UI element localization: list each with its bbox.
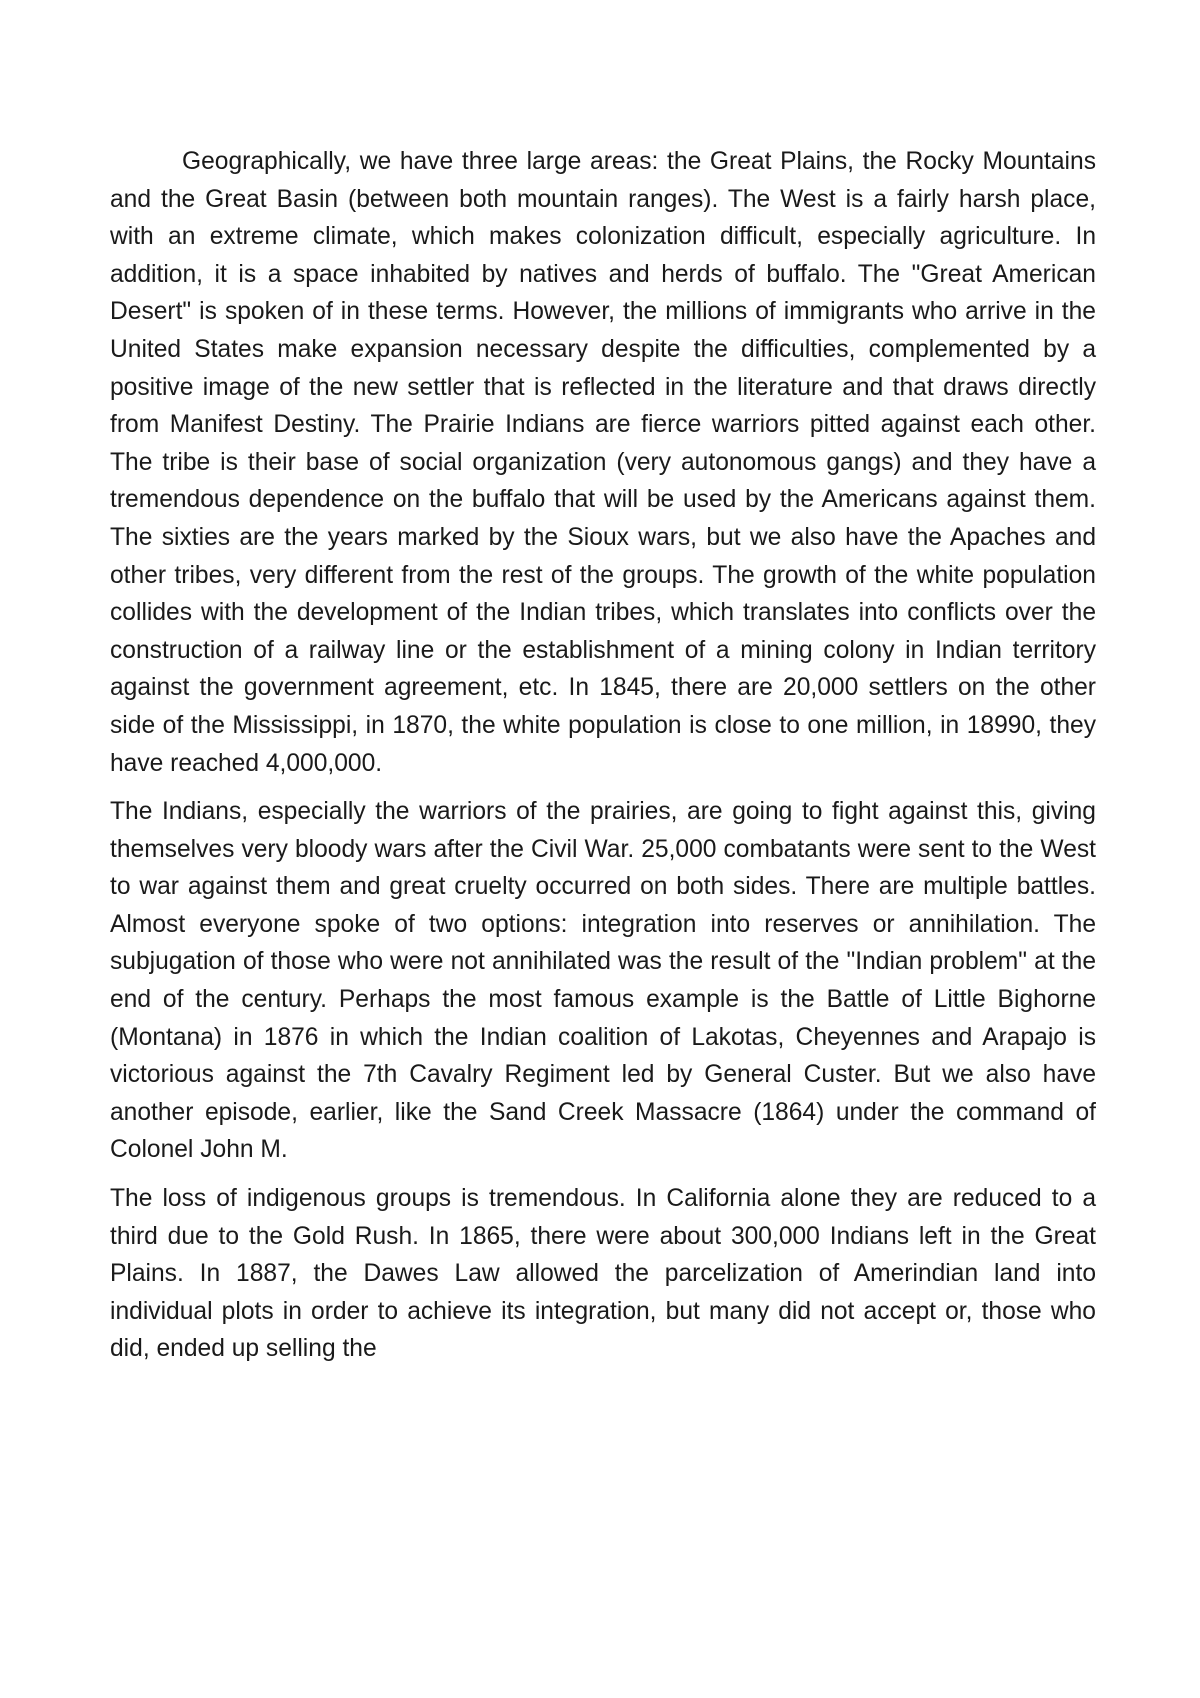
paragraph-geography: Geographically, we have three large areas: the Great Plains, the Rocky Mountains and the Great Basin (between both mountain ranges). The West is a fairly harsh place, with an extreme climate, which makes colonization difficult, especially agriculture. In addition, it is a space inhabited by natives and herds of buffalo. The "Great American Desert" is spoken of in these terms. However, the millions of immigrants who arrive in the United States make expansion necessary despite the difficulties, complemented by a positive image of the new settler that is reflected in the literature and that draws directly from Manifest Destiny. The Prairie Indians are fierce warriors pitted against each other. The tribe is their base of social organization (very autonomous gangs) and they have a tremendous dependence on the buffalo that will be used by the Americans against them. The sixties are the years marked by the Sioux wars, but we also have the Apaches and other tribes, very different from the rest of the groups. The growth of the white population collides with the development of the Indian tribes, which translates into conflicts over the construction of a railway line or the establishment of a mining colony in Indian territory against the government agreement, etc. In 1845, there are 20,000 settlers on the other side of the Mississippi, in 1870, the white population is close to one million, in 18990, they have reached 4,000,000. [110,148,1096,777]
body-text [110,143,1096,1368]
paragraph-indian-wars: The Indians, especially the warriors of the prairies, are going to fight against this, giving themselves very bloody wars after the Civil War. 25,000 combatants were sent to the West to war against them and great cruelty occurred on both sides. There are multiple battles. Almost everyone spoke of two options: integration into reserves or annihilation. The subjugation of those who were not annihilated was the result of the "Indian problem" at the end of the century. Perhaps the most famous example is the Battle of Little Bighorne (Montana) in 1876 in which the Indian coalition of Lakotas, Cheyennes and Arapajo is victorious against the 7th Cavalry Regiment led by General Custer. But we also have another episode, earlier, like the Sand Creek Massacre (1864) under the command of Colonel John M. [110,798,1096,1164]
paragraph-indigenous-loss: The loss of indigenous groups is tremendous. In California alone they are reduced to a third due to the Gold Rush. In 1865, there were about 300,000 Indians left in the Great Plains. In 1887, the Dawes Law allowed the parcelization of Amerindian land into individual plots in order to achieve its integration, but many did not accept or, those who did, ended up selling the [110,1185,1096,1363]
